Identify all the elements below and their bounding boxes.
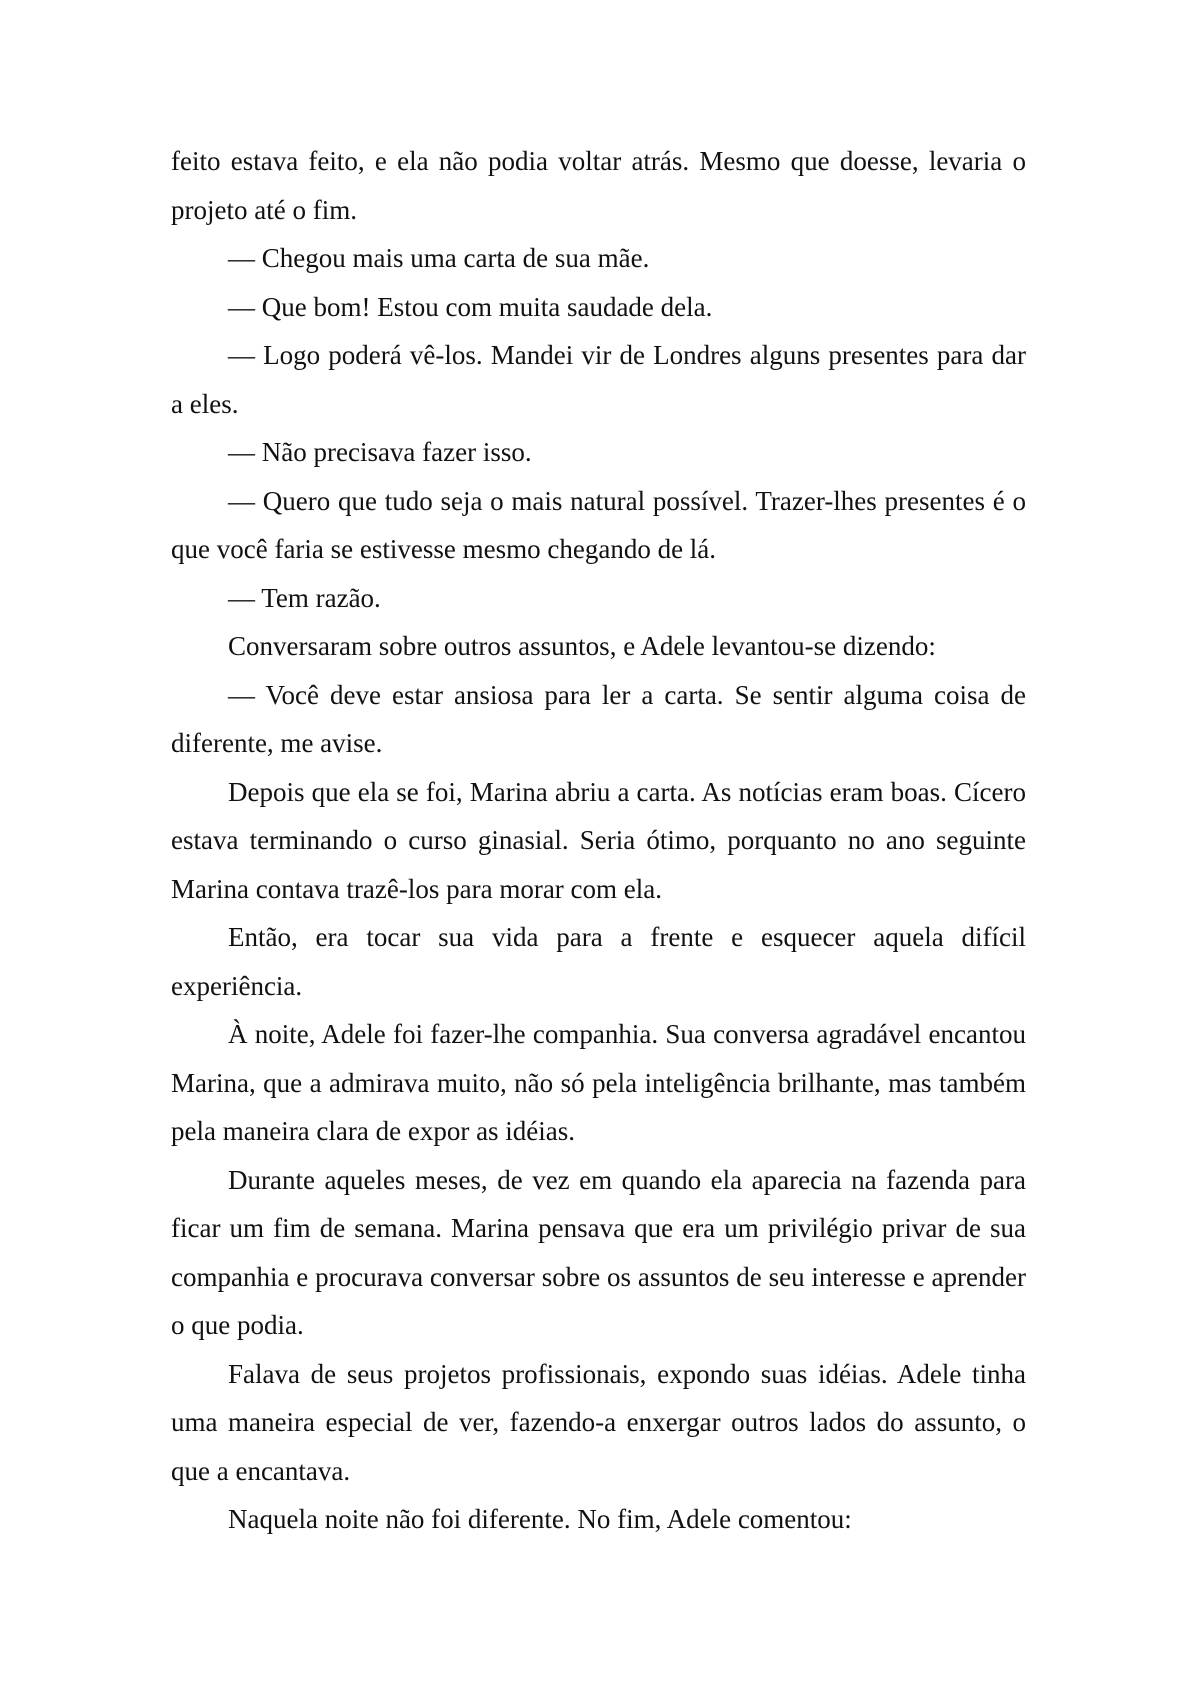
paragraph-9: — Você deve estar ansiosa para ler a carta. Se sentir alguma coisa de diferente, me avise. (171, 679, 1026, 758)
paragraph-7: — Tem razão. (228, 582, 381, 613)
paragraph-4: — Logo poderá vê-los. Mandei vir de Londres alguns presentes para dar a eles. (171, 340, 1026, 419)
paragraph-6: — Quero que tudo seja o mais natural possível. Trazer-lhes presentes é o que você faria se estivesse mesmo chegando de lá. (171, 485, 1026, 564)
paragraph-8: Conversaram sobre outros assuntos, e Adele levantou-se dizendo: (228, 631, 936, 661)
paragraph-12: À noite, Adele foi fazer-lhe companhia. Sua conversa agradável encantou Marina, que a admirava muito, não só pela inteligência brilhante, mas também pela maneira clara de expor as idéias. (171, 1019, 1026, 1146)
paragraph-10: Depois que ela se foi, Marina abriu a carta. As notícias eram boas. Cícero estava terminando o curso ginasial. Seria ótimo, porquanto no ano seguinte Marina contava trazê-los para morar com ela. (171, 776, 1026, 904)
paragraph-15: Naquela noite não foi diferente. No fim, Adele comentou: (228, 1504, 852, 1534)
paragraph-3: — Que bom! Estou com muita saudade dela. (228, 291, 713, 322)
paragraph-1: feito estava feito, e ela não podia voltar atrás. Mesmo que doesse, levaria o projeto até o fim. (171, 146, 1026, 225)
paragraph-13: Durante aqueles meses, de vez em quando ela aparecia na fazenda para ficar um fim de semana. Marina pensava que era um privilégio privar de sua companhia e procurava conversar sobre os assuntos de seu interesse e aprender o que podia. (171, 1164, 1026, 1340)
paragraph-5: — Não precisava fazer isso. (228, 437, 532, 467)
paragraph-14: Falava de seus projetos profissionais, expondo suas idéias. Adele tinha uma maneira especial de ver, fazendo-a enxergar outros lados do assunto, o que a encantava. (171, 1358, 1026, 1486)
paragraph-2: — Chegou mais uma carta de sua mãe. (228, 243, 650, 273)
book-page (171, 137, 1026, 1544)
paragraph-11: Então, era tocar sua vida para a frente e esquecer aquela difícil experiência. (171, 922, 1026, 1001)
